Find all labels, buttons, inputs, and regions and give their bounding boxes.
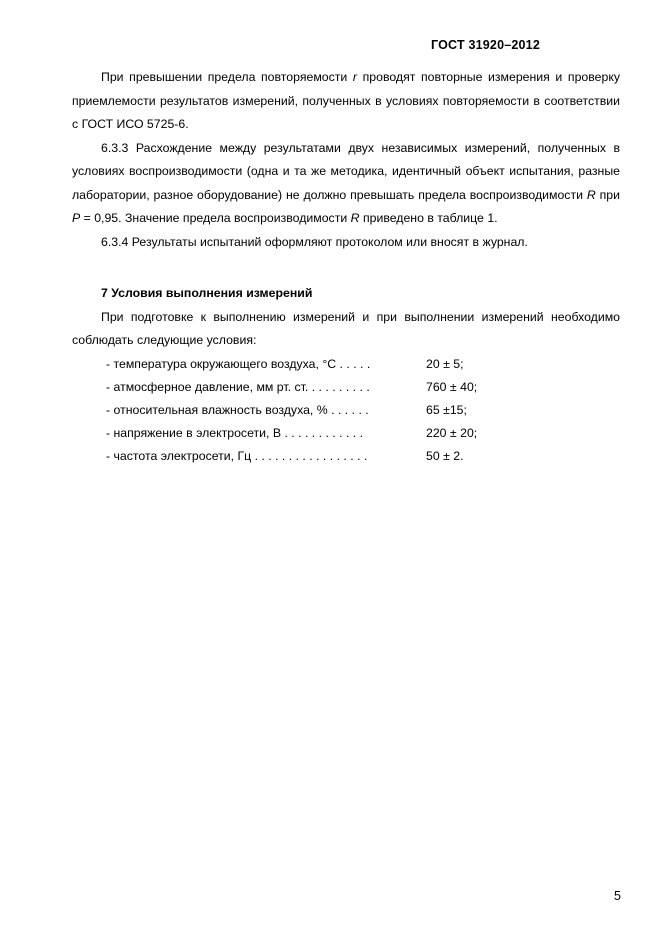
- condition-label: - относительная влажность воздуха, % . . . . . .: [106, 402, 369, 417]
- text-run: при: [595, 187, 620, 202]
- condition-value: 760 ± 40;: [426, 379, 478, 394]
- variable-r: r: [352, 70, 357, 84]
- condition-pressure: [72, 376, 620, 399]
- page-body: [72, 66, 620, 468]
- spacer: [72, 254, 620, 268]
- variable-R: R: [350, 211, 360, 225]
- condition-value: 50 ± 2.: [426, 449, 464, 464]
- text-run: = 0,95. Значение предела воспроизводимости: [80, 211, 351, 225]
- paragraph-repeatability: [72, 66, 620, 137]
- section-7-title: 7 Условия выполнения измерений: [101, 286, 313, 300]
- condition-frequency: [72, 445, 620, 468]
- document-header: ГОСТ 31920–2012: [431, 38, 540, 52]
- condition-label: - частота электросети, Гц . . . . . . . . . . . . . . . . .: [106, 449, 368, 464]
- text-run: приведено в таблице 1.: [359, 211, 498, 225]
- condition-value: 65 ±15;: [426, 402, 467, 417]
- variable-R: R: [586, 187, 596, 202]
- condition-voltage: [72, 422, 620, 445]
- condition-label: - температура окружающего воздуха, °С . . . . .: [106, 356, 371, 371]
- condition-value: 220 ± 20;: [426, 426, 478, 441]
- variable-P: P: [72, 211, 81, 225]
- conditions-list: [72, 353, 620, 469]
- condition-value: 20 ± 5;: [426, 356, 464, 371]
- text-run: проводят повторные измерения и проверку приемлемости результатов измерений, полученных в условиях повторяемости в соответствии с ГОСТ ИСО 5725-6.: [72, 70, 620, 131]
- paragraph-6-3-3: [72, 137, 620, 231]
- text-run: При превышении предела повторяемости: [101, 70, 353, 84]
- text-run: 6.3.3 Расхождение между результатами двух независимых измерений, полученных в условиях воспроизводимости (одна и та же методика, идентичный объект испытания, разные лаборатории, разное оборудование) не должно превышать предела воспроизводимости: [72, 140, 620, 202]
- section-7-intro: При подготовке к выполнению измерений и при выполнении измерений необходимо соблюдать следующие условия:: [72, 309, 620, 347]
- page-number: 5: [614, 889, 621, 903]
- condition-humidity: [72, 399, 620, 422]
- condition-temperature: [72, 353, 620, 376]
- condition-label: - напряжение в электросети, В . . . . . . . . . . . .: [106, 426, 364, 441]
- condition-label: - атмосферное давление, мм рт. ст. . . . . . . . . .: [106, 379, 370, 394]
- paragraph-6-3-4: 6.3.4 Результаты испытаний оформляют протоколом или вносят в журнал.: [101, 234, 528, 249]
